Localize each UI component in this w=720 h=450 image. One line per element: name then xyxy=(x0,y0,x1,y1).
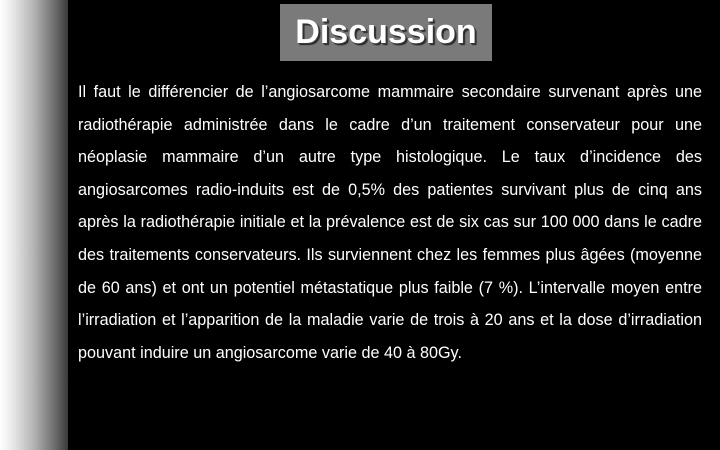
side-gradient-bar xyxy=(0,0,68,450)
title-box xyxy=(280,4,492,61)
slide-body-text: Il faut le différencier de l’angiosarcome mammaire secondaire survenant après une radiothérapie administrée dans le cadre d’un traitement conservateur pour une néoplasie mammaire d’un autre type histologique. Le taux d’incidence des angiosarcomes radio-induits est de 0,5% des patientes survivant plus de cinq ans après la radiothérapie initiale et la prévalence est de six cas sur 100 000 dans le cadre des traitements conservateurs. Ils surviennent chez les femmes plus âgées (moyenne de 60 ans) et ont un potentiel métastatique plus faible (7 %). L’intervalle moyen entre l’irradiation et l’apparition de la maladie varie de trois à 20 ans et la dose d’irradiation pouvant induire un angiosarcome varie de 40 à 80Gy. xyxy=(78,83,702,362)
slide xyxy=(68,0,720,450)
slide-title: Discussion xyxy=(295,13,477,51)
